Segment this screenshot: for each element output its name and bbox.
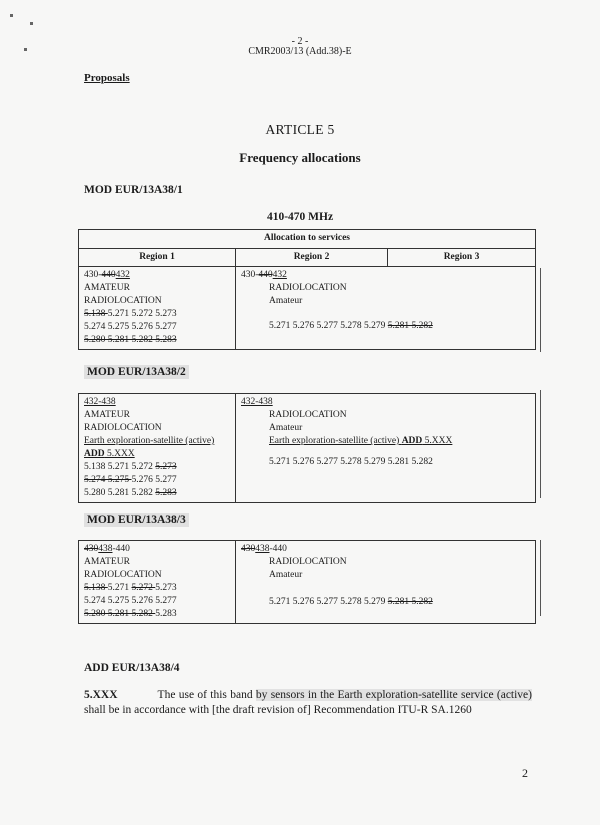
- revision-bar: [540, 540, 541, 616]
- footnotes: 5.138 5.271 5.272 5.273 5.274 5.275 5.276 5.277 5.280 5.281 5.282 5.283: [84, 462, 177, 498]
- region-2-3-cell: [236, 267, 536, 350]
- provision-number: 5.XXX: [84, 689, 118, 701]
- band-label: 430-440432: [241, 270, 287, 280]
- eess-label: Earth exploration-satellite (active): [84, 436, 215, 446]
- article-title: ARTICLE 5: [265, 122, 335, 137]
- add-heading: ADD EUR/13A38/4: [84, 662, 180, 674]
- service-primary: AMATEUR: [84, 557, 130, 567]
- service-secondary: Amateur: [269, 570, 303, 580]
- footnotes: 5.138 5.271 5.272 5.273 5.274 5.275 5.276 5.277 5.280 5.281 5.282 5.283: [84, 583, 177, 619]
- region-1-cell: [79, 394, 236, 503]
- band-label: 430-440432: [84, 270, 130, 280]
- mod-heading-1: MOD EUR/13A38/1: [84, 184, 183, 196]
- band-heading: 410-470 MHz: [266, 211, 334, 223]
- page-number: 2: [522, 766, 528, 780]
- revision-bar: [540, 390, 541, 498]
- col-region-2: Region 2: [236, 249, 388, 267]
- band-label: 432-438: [84, 397, 116, 407]
- region-1-cell: [79, 267, 236, 350]
- eess-label: Earth exploration-satellite (active) ADD 5.XXX: [269, 436, 453, 446]
- band-label: 430438-440: [84, 544, 130, 554]
- service-secondary: RADIOLOCATION: [84, 423, 162, 433]
- band-label: 430438-440: [241, 544, 287, 554]
- service-primary: AMATEUR: [84, 283, 130, 293]
- service-primary: RADIOLOCATION: [269, 283, 347, 293]
- allocation-table-1: [78, 229, 536, 350]
- provision-paragraph: 5.XXX The use of this band by sensors in the Earth exploration-satellite service (active) shall be in accordance with [the draft revision of] Recommendation ITU-R SA.1260: [84, 689, 532, 716]
- page-header-number: - 2 -: [291, 36, 309, 47]
- service-secondary: Amateur: [269, 296, 303, 306]
- footnotes: 5.271 5.276 5.277 5.278 5.279 5.281 5.282: [269, 321, 433, 331]
- revision-bar: [540, 268, 541, 352]
- scan-mark: [30, 22, 33, 25]
- mod-heading-2: MOD EUR/13A38/2: [84, 366, 189, 378]
- mod-heading-3: MOD EUR/13A38/3: [84, 514, 189, 526]
- service-primary: RADIOLOCATION: [269, 410, 347, 420]
- proposals-heading: Proposals: [84, 72, 130, 84]
- article-subtitle: Frequency allocations: [239, 150, 361, 165]
- allocation-table-2: [78, 393, 536, 503]
- col-region-3: Region 3: [388, 249, 536, 267]
- document-reference: CMR2003/13 (Add.38)-E: [248, 46, 352, 57]
- service-secondary: RADIOLOCATION: [84, 296, 162, 306]
- service-secondary: Amateur: [269, 423, 303, 433]
- table-header: Allocation to services: [79, 230, 536, 249]
- service-primary: RADIOLOCATION: [269, 557, 347, 567]
- service-secondary: RADIOLOCATION: [84, 570, 162, 580]
- col-region-1: Region 1: [79, 249, 236, 267]
- region-1-cell: [79, 541, 236, 624]
- allocation-table-3: [78, 540, 536, 624]
- footnotes: 5.271 5.276 5.277 5.278 5.279 5.281 5.282: [269, 457, 433, 467]
- add-footnote: ADD 5.XXX: [84, 449, 135, 459]
- region-2-3-cell: [236, 541, 536, 624]
- region-2-3-cell: [236, 394, 536, 503]
- band-label: 432-438: [241, 397, 273, 407]
- service-primary: AMATEUR: [84, 410, 130, 420]
- footnotes: 5.271 5.276 5.277 5.278 5.279 5.281 5.282: [269, 597, 433, 607]
- scan-mark: [10, 14, 13, 17]
- highlighted-text: by sensors in the Earth exploration-satellite service (active): [255, 689, 532, 701]
- footnotes: 5.138 5.271 5.272 5.273 5.274 5.275 5.276 5.277 5.280 5.281 5.282 5.283: [84, 309, 177, 345]
